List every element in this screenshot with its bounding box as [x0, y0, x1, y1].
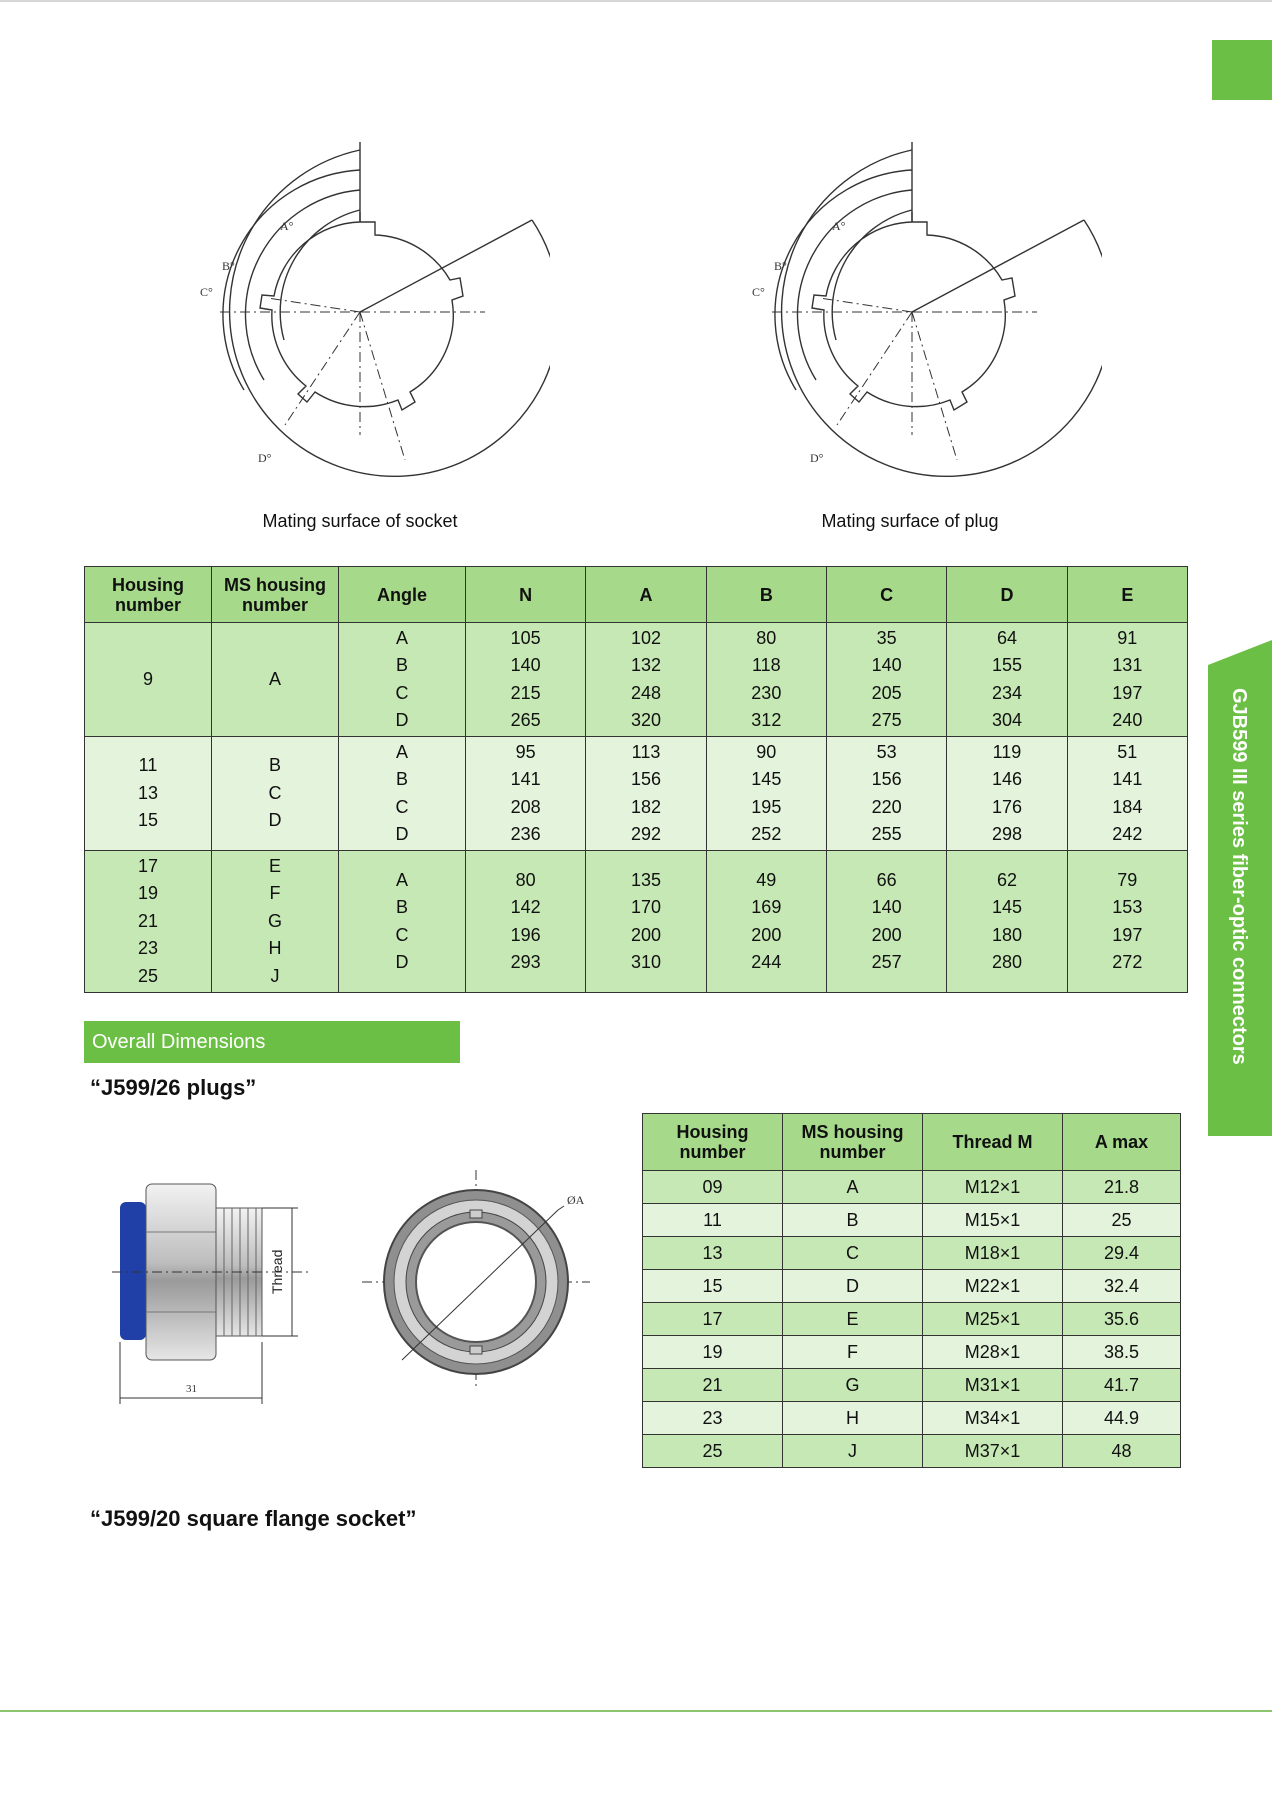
- cell-value: 9: [142, 668, 153, 689]
- col-angle: Angle: [339, 567, 466, 623]
- cell-value: A: [395, 627, 408, 648]
- side-tab-label: GJB599 III series fiber-optic connectors: [1228, 688, 1250, 1065]
- cell-value: 255: [871, 823, 902, 844]
- cell-value: 156: [630, 769, 662, 790]
- cell-housing: 21: [643, 1369, 783, 1402]
- cell-a-max: 21.8: [1063, 1171, 1181, 1204]
- cell-ms-housing: [212, 851, 339, 993]
- cell-value: 79: [1117, 869, 1138, 890]
- cell-a-max: 29.4: [1063, 1237, 1181, 1270]
- cell-value: 140: [871, 655, 902, 676]
- cell-a-max: 32.4: [1063, 1270, 1181, 1303]
- cell-angle: [339, 623, 466, 737]
- cell-n: [466, 623, 586, 737]
- cell-value: B: [395, 655, 408, 676]
- cell-n: [466, 851, 586, 993]
- cell-ms-housing: F: [783, 1336, 923, 1369]
- cell-b: [706, 623, 826, 737]
- cell-ms-housing: [212, 623, 339, 737]
- col-d: D: [947, 567, 1067, 623]
- cell-value: 19: [137, 883, 159, 904]
- cell-c: [826, 851, 946, 993]
- table-row: [643, 1237, 1181, 1270]
- cell-value: 236: [510, 823, 541, 844]
- cell-ms-housing: B: [783, 1204, 923, 1237]
- cell-e: [1067, 623, 1187, 737]
- cell-value: 21: [137, 910, 159, 931]
- cell-value: 90: [756, 741, 777, 762]
- col-n: N: [466, 567, 586, 623]
- table-row: [85, 851, 1188, 993]
- cell-thread: M25×1: [923, 1303, 1063, 1336]
- cell-angle: [339, 851, 466, 993]
- cell-value: 257: [871, 951, 902, 972]
- thread-label: Thread: [269, 1249, 285, 1294]
- cell-value: G: [267, 910, 282, 931]
- cell-value: 197: [1112, 682, 1143, 703]
- length-label: 31: [186, 1383, 197, 1395]
- cell-value: C: [395, 924, 409, 945]
- cell-value: 265: [510, 709, 541, 730]
- table-row: [643, 1435, 1181, 1468]
- cell-value: 64: [996, 627, 1017, 648]
- cell-angle: [339, 737, 466, 851]
- cell-value: 180: [991, 924, 1022, 945]
- cell-housing: 25: [643, 1435, 783, 1468]
- cell-value: 244: [751, 951, 782, 972]
- col-e: E: [1067, 567, 1187, 623]
- cell-value: 102: [630, 627, 662, 648]
- table-row: [643, 1336, 1181, 1369]
- cell-value: 242: [1112, 823, 1143, 844]
- col-a-max: A max: [1063, 1114, 1181, 1171]
- cell-value: 312: [751, 709, 782, 730]
- col-b: B: [706, 567, 826, 623]
- cell-value: 105: [510, 627, 541, 648]
- cell-value: A: [395, 869, 408, 890]
- cell-value: 80: [515, 869, 536, 890]
- cell-housing: 23: [643, 1402, 783, 1435]
- cell-housing: 13: [643, 1237, 783, 1270]
- diameter-label: ØA: [567, 1193, 585, 1207]
- cell-value: 310: [630, 951, 662, 972]
- cell-value: B: [268, 755, 281, 776]
- cell-c: [826, 737, 946, 851]
- cell-b: [706, 851, 826, 993]
- cell-e: [1067, 851, 1187, 993]
- cell-value: 66: [876, 869, 897, 890]
- cell-value: 153: [1112, 897, 1143, 918]
- cell-value: 146: [991, 769, 1022, 790]
- cell-a-max: 25: [1063, 1204, 1181, 1237]
- cell-value: 131: [1112, 655, 1143, 676]
- cell-housing: 17: [643, 1303, 783, 1336]
- col-ms-housing: MS housing number: [783, 1114, 923, 1171]
- cell-thread: M31×1: [923, 1369, 1063, 1402]
- cell-value: D: [395, 709, 409, 730]
- section-title-overall-dimensions: Overall Dimensions: [84, 1021, 460, 1063]
- cell-value: 182: [630, 796, 662, 817]
- cell-value: 13: [137, 782, 159, 803]
- cell-housing: [85, 737, 212, 851]
- cell-value: 53: [876, 741, 897, 762]
- cell-d: [947, 737, 1067, 851]
- cell-value: 142: [510, 897, 541, 918]
- top-rule: [0, 0, 1272, 2]
- cell-value: H: [268, 938, 282, 959]
- cell-housing: 15: [643, 1270, 783, 1303]
- socket-caption: Mating surface of socket: [262, 511, 458, 531]
- cell-d: [947, 623, 1067, 737]
- label-a: A°: [280, 219, 294, 233]
- cell-thread: M12×1: [923, 1171, 1063, 1204]
- cell-thread: M15×1: [923, 1204, 1063, 1237]
- cell-housing: [85, 851, 212, 993]
- cell-value: 298: [991, 823, 1022, 844]
- cell-value: 141: [510, 769, 541, 790]
- cell-value: 230: [751, 682, 782, 703]
- col-c: C: [826, 567, 946, 623]
- cell-e: [1067, 737, 1187, 851]
- cell-value: 156: [871, 769, 902, 790]
- cell-value: C: [395, 796, 409, 817]
- cell-value: 252: [751, 823, 782, 844]
- cell-value: 272: [1112, 951, 1143, 972]
- cell-value: 248: [630, 682, 662, 703]
- angle-table: [84, 566, 1188, 993]
- cell-value: 140: [871, 897, 902, 918]
- cell-value: A: [268, 668, 281, 689]
- table-row: [85, 737, 1188, 851]
- cell-value: 119: [992, 741, 1022, 762]
- cell-b: [706, 737, 826, 851]
- cell-ms-housing: J: [783, 1435, 923, 1468]
- bottom-rule: [0, 1710, 1272, 1712]
- cell-a: [586, 737, 706, 851]
- table-row: [643, 1270, 1181, 1303]
- table-row: [643, 1369, 1181, 1402]
- cell-value: D: [395, 823, 409, 844]
- col-a: A: [586, 567, 706, 623]
- cell-value: 140: [510, 655, 541, 676]
- cell-value: A: [395, 741, 408, 762]
- cell-thread: M22×1: [923, 1270, 1063, 1303]
- cell-value: E: [268, 856, 281, 877]
- thread-dimension-table: [642, 1113, 1181, 1468]
- cell-thread: M28×1: [923, 1336, 1063, 1369]
- cell-value: 320: [630, 709, 662, 730]
- cell-a-max: 44.9: [1063, 1402, 1181, 1435]
- cell-a-max: 48: [1063, 1435, 1181, 1468]
- cell-a-max: 41.7: [1063, 1369, 1181, 1402]
- cell-housing: [85, 623, 212, 737]
- cell-thread: M18×1: [923, 1237, 1063, 1270]
- cell-value: 141: [1112, 769, 1143, 790]
- cell-value: 200: [871, 924, 902, 945]
- cell-d: [947, 851, 1067, 993]
- col-housing: Housing number: [643, 1114, 783, 1171]
- cell-value: 292: [630, 823, 662, 844]
- cell-value: 145: [751, 769, 782, 790]
- cell-value: 23: [137, 938, 159, 959]
- cell-value: 234: [991, 682, 1022, 703]
- socket-mating-diagram: [180, 130, 550, 490]
- socket-heading: “J599/20 square flange socket”: [90, 1506, 417, 1531]
- cell-ms-housing: H: [783, 1402, 923, 1435]
- label-b: B°: [774, 259, 787, 273]
- cell-value: 195: [751, 796, 782, 817]
- cell-value: 200: [751, 924, 782, 945]
- plug-side-drawing: [112, 1172, 312, 1412]
- cell-value: 176: [991, 796, 1022, 817]
- cell-value: 215: [510, 682, 541, 703]
- cell-housing: 11: [643, 1204, 783, 1237]
- cell-value: 220: [871, 796, 902, 817]
- cell-value: 113: [631, 741, 661, 762]
- plug-mating-diagram: [732, 130, 1102, 490]
- label-c: C°: [200, 285, 213, 299]
- cell-value: 196: [510, 924, 541, 945]
- cell-value: B: [395, 769, 408, 790]
- label-d: D°: [810, 451, 824, 465]
- cell-value: 184: [1112, 796, 1143, 817]
- cell-value: F: [269, 883, 281, 904]
- cell-value: B: [395, 897, 408, 918]
- table-row: [643, 1171, 1181, 1204]
- table-row: [643, 1402, 1181, 1435]
- label-c: C°: [752, 285, 765, 299]
- cell-value: 91: [1117, 627, 1138, 648]
- cell-value: C: [395, 682, 409, 703]
- cell-value: 95: [515, 741, 536, 762]
- plug-front-drawing: [362, 1170, 602, 1390]
- cell-value: 135: [630, 869, 662, 890]
- cell-value: 51: [1117, 741, 1138, 762]
- plugs-heading: “J599/26 plugs”: [90, 1075, 257, 1100]
- cell-ms-housing: C: [783, 1237, 923, 1270]
- cell-value: 280: [991, 951, 1022, 972]
- cell-value: 15: [137, 810, 159, 831]
- label-a: A°: [832, 219, 846, 233]
- table-header-row: [643, 1114, 1181, 1171]
- label-d: D°: [258, 451, 272, 465]
- cell-value: 240: [1112, 709, 1143, 730]
- cell-thread: M34×1: [923, 1402, 1063, 1435]
- table-row: [643, 1303, 1181, 1336]
- cell-n: [466, 737, 586, 851]
- cell-housing: 19: [643, 1336, 783, 1369]
- plug-caption: Mating surface of plug: [821, 511, 999, 531]
- col-ms-housing: MS housing number: [212, 567, 339, 623]
- cell-value: 293: [510, 951, 541, 972]
- cell-thread: M37×1: [923, 1435, 1063, 1468]
- cell-ms-housing: G: [783, 1369, 923, 1402]
- cell-value: 208: [510, 796, 541, 817]
- cell-value: 35: [876, 627, 897, 648]
- cell-value: D: [395, 951, 409, 972]
- table-row: [85, 623, 1188, 737]
- cell-ms-housing: A: [783, 1171, 923, 1204]
- cell-value: 170: [630, 897, 662, 918]
- cell-c: [826, 623, 946, 737]
- cell-ms-housing: E: [783, 1303, 923, 1336]
- cell-value: J: [270, 965, 280, 986]
- cell-value: 155: [991, 655, 1022, 676]
- cell-a: [586, 851, 706, 993]
- cell-value: 25: [137, 965, 159, 986]
- cell-value: 80: [756, 627, 777, 648]
- col-housing: Housing number: [85, 567, 212, 623]
- cell-value: 169: [751, 897, 782, 918]
- cell-ms-housing: [212, 737, 339, 851]
- cell-value: 145: [991, 897, 1022, 918]
- cell-value: 17: [137, 856, 159, 877]
- table-header-row: [85, 567, 1188, 623]
- cell-value: 11: [138, 755, 158, 776]
- cell-value: 200: [630, 924, 662, 945]
- cell-a-max: 35.6: [1063, 1303, 1181, 1336]
- cell-value: 49: [756, 869, 777, 890]
- cell-value: 275: [871, 709, 902, 730]
- table-row: [643, 1204, 1181, 1237]
- cell-a-max: 38.5: [1063, 1336, 1181, 1369]
- cell-value: C: [268, 782, 282, 803]
- cell-value: 62: [996, 869, 1017, 890]
- col-thread: Thread M: [923, 1114, 1063, 1171]
- cell-housing: 09: [643, 1171, 783, 1204]
- corner-tab: [1212, 40, 1272, 100]
- cell-value: 132: [630, 655, 662, 676]
- cell-ms-housing: D: [783, 1270, 923, 1303]
- cell-value: 118: [751, 655, 781, 676]
- label-b: B°: [222, 259, 235, 273]
- cell-value: 304: [991, 709, 1022, 730]
- cell-value: 197: [1112, 924, 1143, 945]
- cell-a: [586, 623, 706, 737]
- cell-value: D: [268, 810, 282, 831]
- cell-value: 205: [871, 682, 902, 703]
